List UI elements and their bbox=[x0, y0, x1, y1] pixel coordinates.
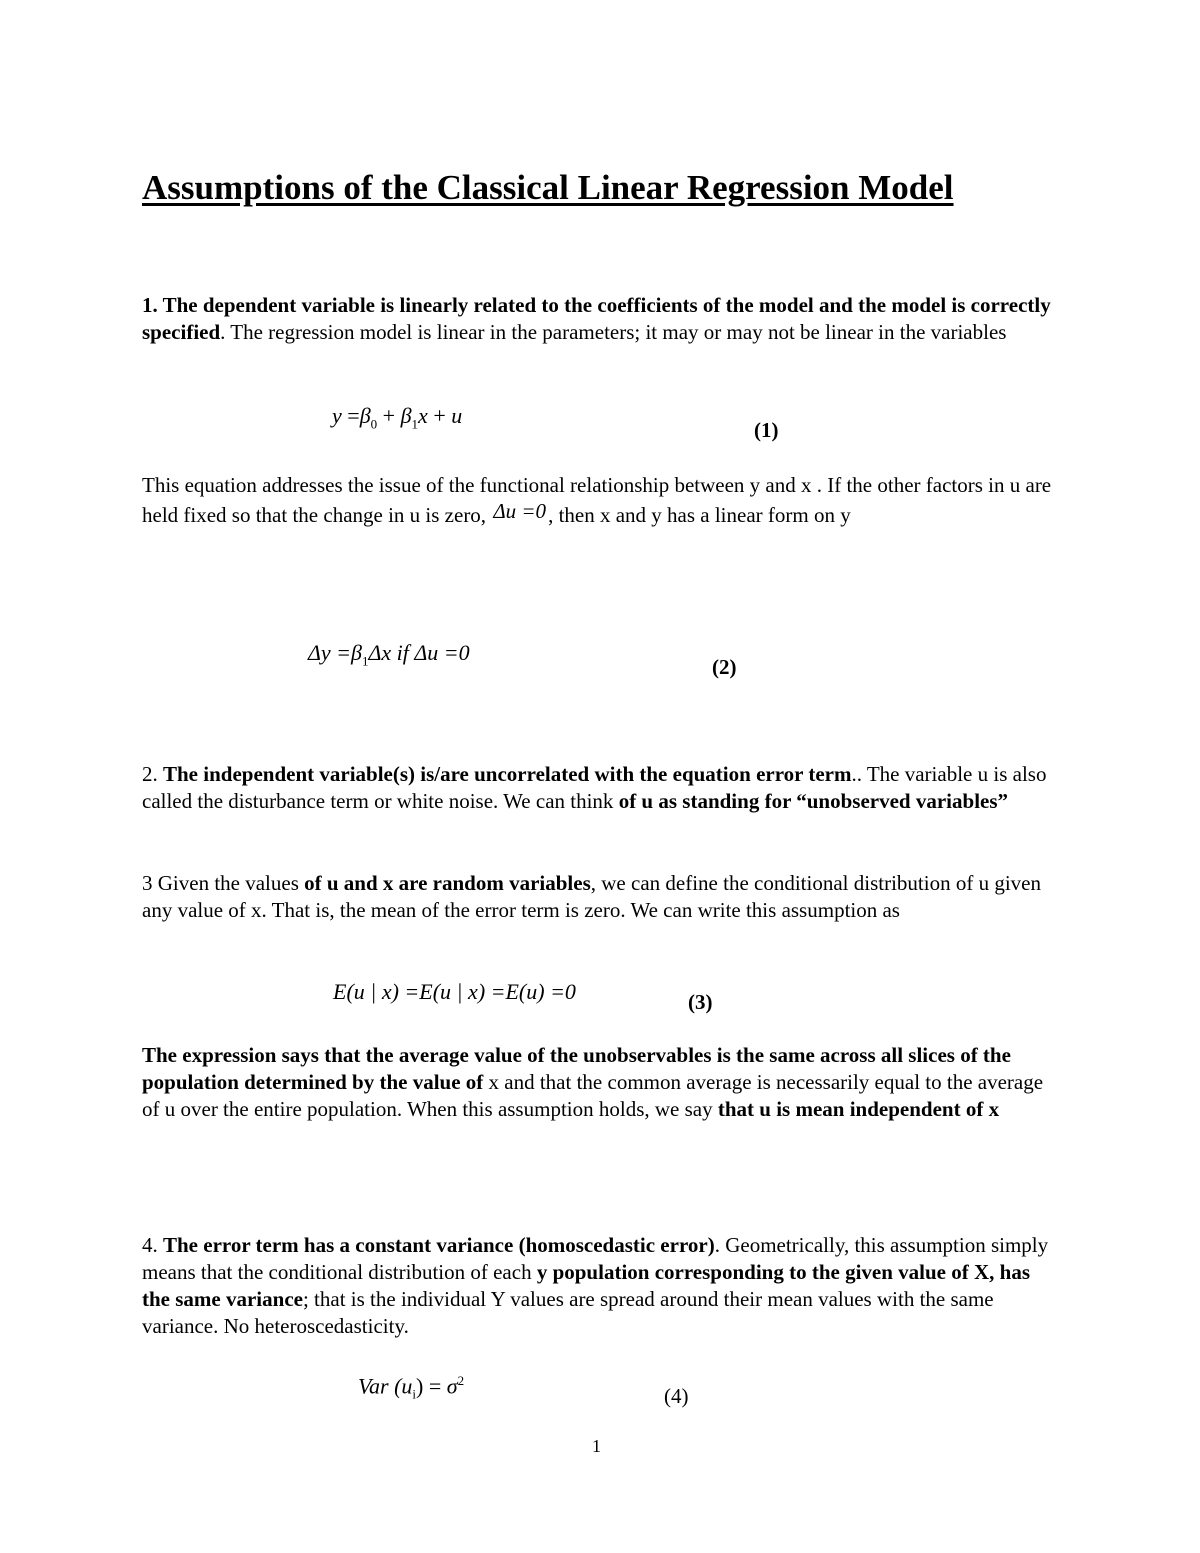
assumption-1-text: . The regression model is linear in the parameters; it may or may not be linear in the variables bbox=[220, 320, 1007, 344]
equation-2-number: (2) bbox=[712, 655, 737, 679]
equation-4-number: (4) bbox=[664, 1384, 689, 1408]
equation-3: E(u | x) =E(u | x) =E(u) =0 bbox=[333, 979, 576, 1004]
equation-1: $y =\beta_0 + \beta_1x + u$ bbox=[332, 403, 463, 432]
assumption-2-heading: The independent variable(s) is/are uncorrelated with the equation error term bbox=[163, 762, 852, 786]
mean-independence-paragraph: The expression says that the average value of the unobservables is the same across all slices of the population determined by the value of x and that the common average is necessarily equal to the average of u over the entire population. When this assumption holds, we say that u is mean independent of x bbox=[142, 1043, 1044, 1121]
equation-2: $\Delta y =\beta_1\Delta x$ if Δu =0 bbox=[308, 640, 470, 669]
equation-1-explanation: This equation addresses the issue of the functional relationship between y and x . If the other factors in u are held fixed so that the change in u is zero, Δu =0, then x and y has a linear form on y bbox=[142, 473, 1052, 527]
inline-equation-delta-u: Δu =0 bbox=[493, 499, 547, 523]
assumption-1-paragraph bbox=[142, 292, 1057, 346]
equation-3-number: (3) bbox=[688, 990, 713, 1014]
assumption-3-heading: of u and x are random variables bbox=[304, 871, 591, 895]
page-number: 1 bbox=[592, 1436, 601, 1456]
assumption-4-paragraph: 4. The error term has a constant variance (homoscedastic error). Geometrically, this assumption simply means that the conditional distribution of each y population corresponding to the given value of X, has the same variance; that is the individual Y values are spread around their mean values with the same variance. No heteroscedasticity. bbox=[142, 1233, 1049, 1338]
page-title: Assumptions of the Classical Linear Regression Model bbox=[142, 168, 954, 207]
assumption-4-heading: The error term has a constant variance (homoscedastic error) bbox=[163, 1233, 715, 1257]
assumption-1-heading: 1. The dependent variable is linearly related to the coefficients of the model and the model is correctly specified bbox=[142, 293, 1051, 344]
assumption-3-paragraph: 3 Given the values of u and x are random variables, we can define the conditional distribution of u given any value of x. That is, the mean of the error term is zero. We can write this assumption as bbox=[142, 871, 1041, 922]
equation-4: Var $(u_i) = \sigma^2$ bbox=[358, 1373, 465, 1402]
assumption-2-paragraph: 2. The independent variable(s) is/are uncorrelated with the equation error term.. The variable u is also called the disturbance term or white noise. We can think of u as standing for “unobserved variables” bbox=[142, 762, 1047, 813]
equation-1-number: (1) bbox=[754, 418, 779, 442]
